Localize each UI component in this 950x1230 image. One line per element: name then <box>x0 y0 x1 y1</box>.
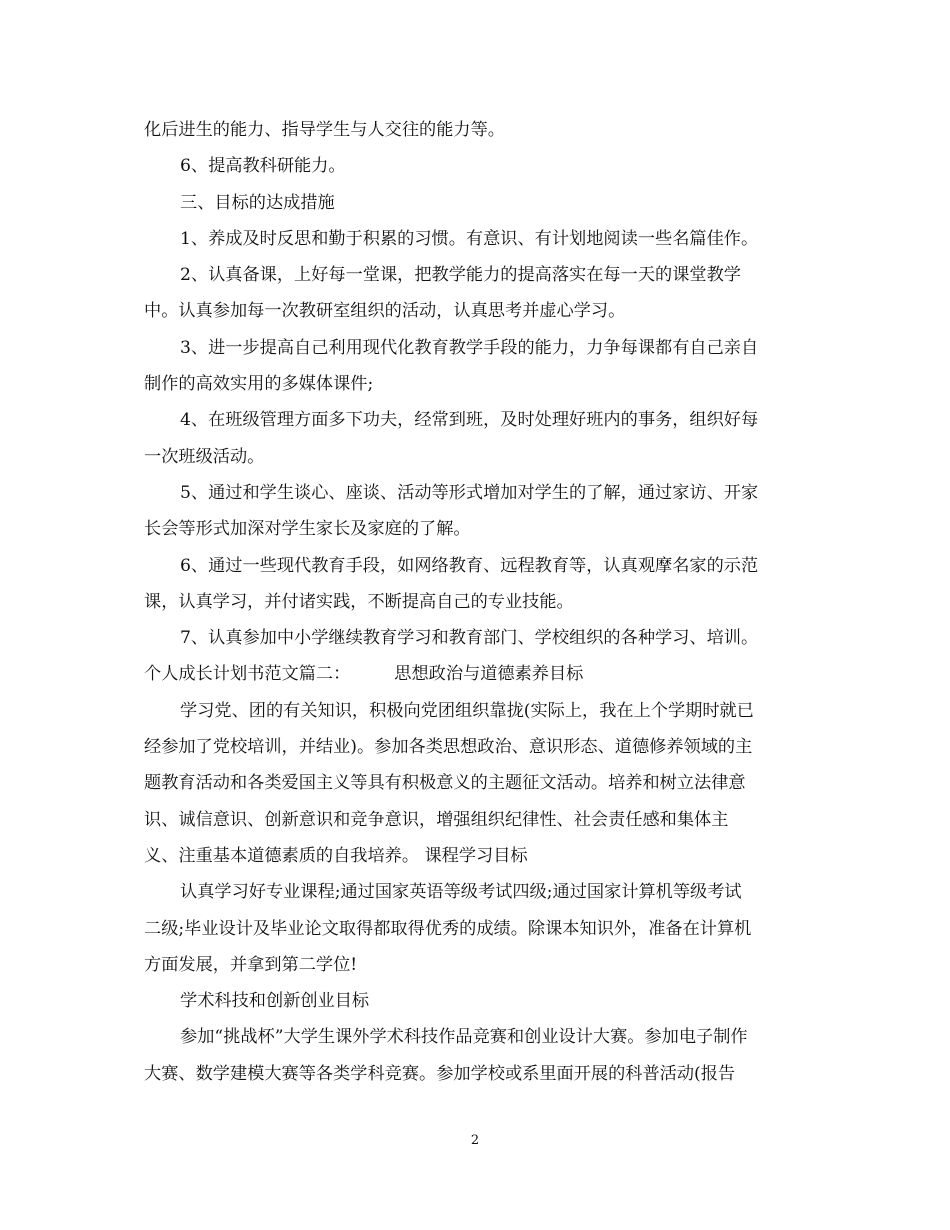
text-line: 认真学习好专业课程;通过国家英语等级考试四级;通过国家计算机等级考试 <box>180 882 742 903</box>
text-line: 6、通过一些现代教育手段，如网络教育、远程教育等，认真观摩名家的示范 <box>180 555 759 576</box>
text-line: 化后进生的能力、指导学生与人交往的能力等。 <box>144 120 505 140</box>
text-line: 义、注重基本道德素质的自我培养。 课程学习目标 <box>144 845 528 866</box>
page-number: 2 <box>470 1133 480 1148</box>
article-heading <box>144 656 808 692</box>
text-line: 大赛、数学建模大赛等各类学科竞赛。参加学校或系里面开展的科普活动(报告 <box>144 1063 736 1084</box>
text-line: 1、养成及时反思和勤于积累的习惯。有意识、有计划地阅读一些名篇佳作。 <box>180 228 759 249</box>
section-heading: 三、目标的达成措施 <box>180 192 335 213</box>
text-line: 方面发展，并拿到第二学位! <box>144 954 358 975</box>
text-line: 5、通过和学生谈心、座谈、活动等形式增加对学生的了解，通过家访、开家 <box>180 482 759 503</box>
text-line: 中。认真参加每一次教研室组织的活动，认真思考并虚心学习。 <box>144 301 626 322</box>
text-line: 3、进一步提高自己利用现代化教育教学手段的能力，力争每课都有自己亲自 <box>180 337 759 358</box>
section-heading: 学术科技和创新创业目标 <box>180 991 370 1012</box>
text-line: 6、提高教科研能力。 <box>180 156 346 177</box>
text-line: 题教育活动和各类爱国主义等具有积极意义的主题征文活动。培养和树立法律意 <box>144 773 746 794</box>
text-line: 一次班级活动。 <box>144 446 265 467</box>
text-line: 识、诚信意识、创新意识和竞争意识，增强组织纪律性、社会责任感和集体主 <box>144 809 729 830</box>
text-line: 制作的高效实用的多媒体课件; <box>144 374 374 395</box>
text-line: 学习党、团的有关知识，积极向党团组织靠拢(实际上，我在上个学期时就已 <box>180 700 754 721</box>
document-body <box>144 112 808 1092</box>
text-line: 参加“挑战杯”大学生课外学术科技作品竞赛和创业设计大赛。参加电子制作 <box>180 1027 748 1048</box>
text-line: 4、在班级管理方面多下功夫，经常到班，及时处理好班内的事务，组织好每 <box>180 410 759 431</box>
text-line: 二级;毕业设计及毕业论文取得都取得优秀的成绩。除课本知识外，准备在计算机 <box>144 918 752 939</box>
text-line: 课，认真学习，并付诸实践，不断提高自己的专业技能。 <box>144 591 574 612</box>
text-line: 7、认真参加中小学继续教育学习和教育部门、学校组织的各种学习、培训。 <box>180 628 759 649</box>
text-line: 长会等形式加深对学生家长及家庭的了解。 <box>144 519 471 540</box>
text-line: 2、认真备课，上好每一堂课，把教学能力的提高落实在每一天的课堂教学 <box>180 265 741 286</box>
text-line: 经参加了党校培训，并结业)。参加各类思想政治、意识形态、道德修养领域的主 <box>144 737 753 758</box>
article-title: 个人成长计划书范文篇二： <box>144 664 351 685</box>
section-title: 思想政治与道德素养目标 <box>394 664 584 685</box>
